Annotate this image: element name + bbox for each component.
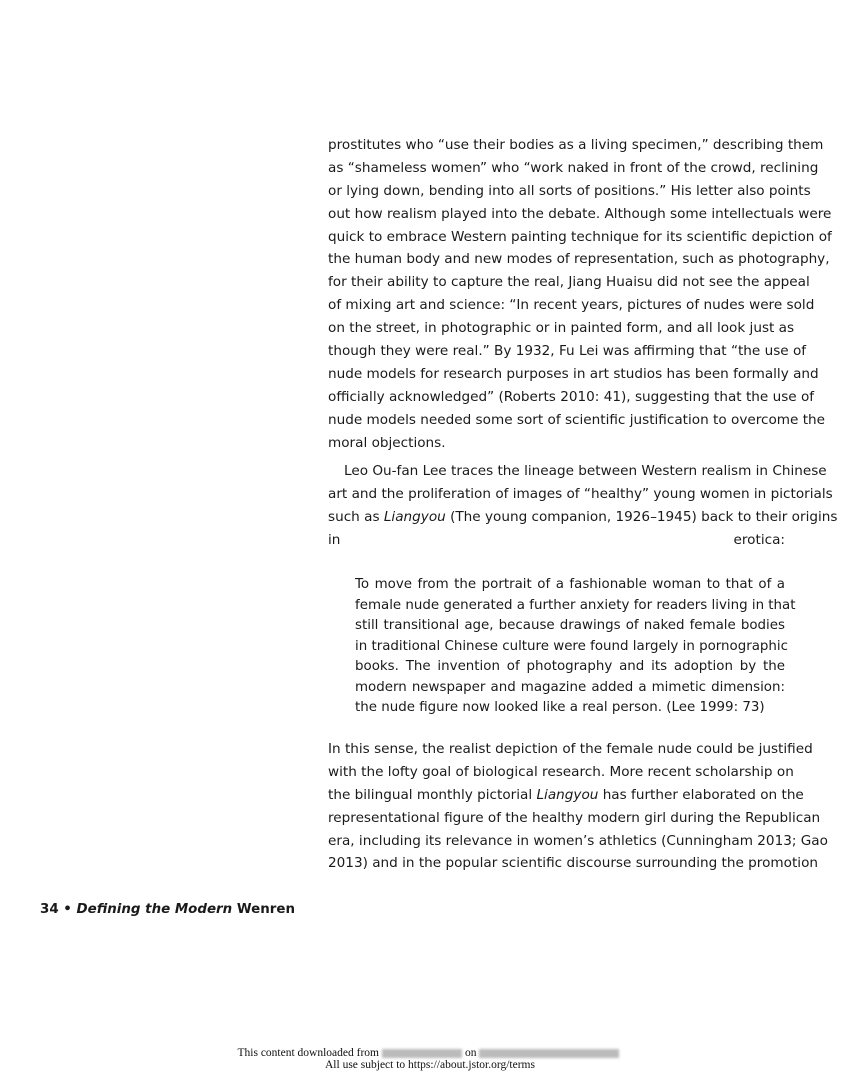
italic-title: Liangyou (536, 786, 599, 803)
text-line: as “shameless women” who “work naked in front of the crowd, reclining (328, 159, 819, 176)
text-line: quick to embrace Western painting technique for its scientific depiction of (328, 228, 832, 245)
paragraph-3 (328, 738, 828, 875)
text-line: the human body and new modes of representation, such as photography, (328, 251, 830, 268)
jstor-footer (0, 1047, 860, 1071)
on-text: on (464, 1047, 477, 1059)
text-line: moral objections. (328, 434, 446, 451)
text-line: nude models for research purposes in art studios has been formally and (328, 365, 819, 382)
text-line: female nude generated a further anxiety for readers living in that (355, 597, 796, 613)
text-line: in traditional Chinese culture were found largely in pornographic (355, 638, 788, 654)
book-title-italic: Defining the Modern (76, 902, 233, 917)
text-line: on the street, in photographic or in painted form, and all look just as (328, 320, 795, 337)
text-line: or lying down, bending into all sorts of positions.” His letter also points (328, 182, 811, 199)
text-line: the bilingual monthly pictorial Liangyou has further elaborated on the (328, 786, 804, 803)
bullet-separator: • (58, 902, 77, 917)
page-number: 34 (40, 902, 59, 917)
text-line: books. The invention of photography and its adoption by the (355, 659, 785, 674)
book-title-rest: Wenren (232, 902, 295, 917)
text-line: 2013) and in the popular scientific discourse surrounding the promotion (328, 855, 819, 872)
text-line: out how realism played into the debate. Although some intellectuals were (328, 205, 832, 222)
text-line: To move from the portrait of a fashionable woman to that of a (355, 577, 785, 592)
download-text: This content downloaded from (237, 1047, 379, 1059)
terms-notice: All use subject to https://about.jstor.org/terms (325, 1059, 535, 1071)
paragraph-1 (328, 134, 832, 454)
text-line: for their ability to capture the real, Jiang Huaisu did not see the appeal (328, 274, 810, 291)
text-line: such as Liangyou (The young companion, 1926–1945) back to their origins (328, 508, 838, 525)
text-line: prostitutes who “use their bodies as a living specimen,” describing them (328, 137, 824, 153)
text-line: In this sense, the realist depiction of the female nude could be justified (328, 741, 813, 757)
text-line: in erotica: (328, 531, 785, 548)
text-line: officially acknowledged” (Roberts 2010: 41), suggesting that the use of (328, 388, 815, 405)
redacted-date (479, 1049, 619, 1058)
text-line: of mixing art and science: “In recent years, pictures of nudes were sold (328, 297, 815, 314)
text-line: Leo Ou-fan Lee traces the lineage between Western realism in Chinese (344, 463, 827, 479)
text-line: though they were real.” By 1932, Fu Lei was affirming that “the use of (328, 343, 807, 360)
download-notice (0, 1047, 860, 1059)
paragraph-2 (328, 460, 838, 552)
italic-title: Liangyou (383, 508, 446, 525)
text-line: with the lofty goal of biological research. More recent scholarship on (328, 763, 794, 780)
text-line: representational figure of the healthy modern girl during the Republican (328, 809, 821, 826)
text-line: art and the proliferation of images of “healthy” young women in pictorials (328, 485, 833, 502)
redacted-ip (382, 1049, 462, 1058)
block-quote (355, 575, 796, 719)
text-line: nude models needed some sort of scientific justification to overcome the (328, 411, 826, 428)
text-line: modern newspaper and magazine added a mimetic dimension: (355, 679, 785, 695)
text-line: the nude figure now looked like a real person. (Lee 1999: 73) (355, 700, 765, 715)
text-line: still transitional age, because drawings of naked female bodies (355, 618, 785, 633)
text-line: era, including its relevance in women’s athletics (Cunningham 2013; Gao (328, 832, 828, 849)
running-footer (40, 902, 295, 917)
